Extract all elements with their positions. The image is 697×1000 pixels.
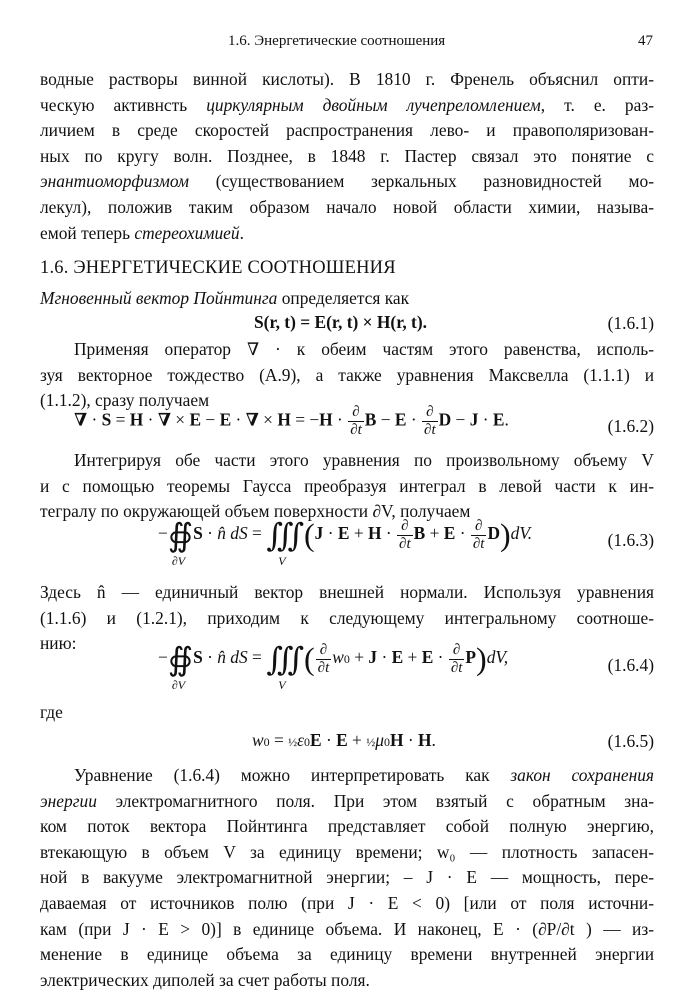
text-line: энантиоморфизмом (существованием зеркальных разновидностей мо- bbox=[40, 171, 654, 192]
text-line: ческую активнсть циркулярным двойным лучепреломлением, т. е. раз- bbox=[40, 94, 654, 115]
text-line: Интегрируя обе части этого уравнения по произвольному объему V bbox=[74, 450, 654, 470]
text-line: емой теперь стереохимией. bbox=[40, 222, 244, 243]
text-line: тегралу по окружающей объем поверхности ∂V, получаем bbox=[40, 501, 471, 522]
equation-number: (1.6.4) bbox=[607, 655, 654, 675]
text-line: кам (при J · E > 0)] в единице объема. И наконец, E · (∂P/∂t ) — из- bbox=[40, 918, 654, 939]
paragraph-4 bbox=[40, 448, 654, 525]
equation-1-6-5: w0 = ½ε0E · E + ½μ0H · H. bbox=[252, 730, 436, 750]
text-line: Применяя оператор ∇ · к обеим частям этого равенства, исполь- bbox=[74, 339, 654, 359]
equation-number: (1.6.3) bbox=[607, 530, 654, 550]
equation-number: (1.6.5) bbox=[607, 731, 654, 751]
text-line: (1.1.2), сразу получаем bbox=[40, 390, 210, 411]
text-line: менение в единице объема за единицу времени внутренней энергии bbox=[40, 944, 654, 965]
text-line: Здесь n̂ — единичный вектор внешней нормали. Используя уравнения bbox=[40, 582, 654, 602]
fraction: $\frac{\partial}{\partial t}$ bbox=[472, 517, 485, 552]
paragraph-3 bbox=[40, 337, 654, 414]
text-line: и с помощью теоремы Гаусса преобразуя интеграл в левой части к ин- bbox=[40, 475, 654, 496]
paragraph-2 bbox=[40, 286, 654, 312]
equation-number: (1.6.2) bbox=[607, 416, 654, 436]
paragraph-6 bbox=[40, 763, 654, 993]
text-line: личием в среде скоростей распространения лево- и правополяризован- bbox=[40, 120, 654, 141]
text-line: зуя векторное тождество (А.9), а также уравнения Максвелла (1.1.1) и bbox=[40, 364, 654, 385]
text-line: ком поток вектора Пойнтинга представляет собой полную энергию, bbox=[40, 816, 654, 837]
text-line: лекул), положив таким образом начало новой области химии, называ- bbox=[40, 196, 654, 217]
equation-1-6-4: −∯ ∂V S · n̂ dS = ∭ V ( $\frac{\partial}{\partial t}$ w0 + J · E + E · $\frac{\partial}{\partial t}$ P)dV, bbox=[158, 640, 509, 692]
page-number: 47 bbox=[638, 33, 653, 49]
equation-1-6-3: −∯ ∂V S · n̂ dS = ∭ V (J · E + H · $\frac{\partial}{\partial t}$ B + E · $\frac{\partial}{\partial t}$ D)dV. bbox=[158, 516, 533, 568]
equation-1-6-1: S(r, t) = E(r, t) × H(r, t). bbox=[254, 312, 427, 332]
equation-number: (1.6.1) bbox=[607, 313, 654, 333]
text-where: где bbox=[40, 702, 63, 722]
fraction: $\frac{\partial}{\partial t}$ bbox=[317, 641, 330, 676]
text-line: энергии электромагнитного поля. При этом взятый с обратным зна- bbox=[40, 790, 654, 811]
fraction: $\frac{\partial}{\partial t}$ bbox=[424, 404, 436, 438]
text-line: водные растворы винной кислоты). В 1810 г. Френель объяснил опти- bbox=[40, 69, 654, 89]
equation-1-6-2: ∇ · S = H · ∇ × E − E · ∇ × H = −H · $\frac{\partial}{\partial t}$ B − E · $\frac{\partial}{\partial t}$ D − J · E. bbox=[74, 404, 509, 438]
text-line: (1.1.6) и (1.2.1), приходим к следующему интегральному соотноше- bbox=[40, 607, 654, 628]
text-line: Мгновенный вектор Пойнтинга определяется как bbox=[40, 288, 410, 308]
fraction: $\frac{\partial}{\partial t}$ bbox=[350, 404, 362, 438]
text-line: электрических диполей за счет работы поля. bbox=[40, 969, 370, 990]
text-line: даваемая от источников полю (при J · E < 0) [или от поля источни- bbox=[40, 892, 654, 913]
text-line: нию: bbox=[40, 633, 77, 654]
fraction: $\frac{\partial}{\partial t}$ bbox=[399, 517, 411, 552]
text-line: втекающую в объем V за единицу времени; w₀ — плотность запасен- bbox=[40, 841, 654, 862]
running-header: 1.6. Энергетические соотношения bbox=[228, 33, 446, 49]
section-title: 1.6. ЭНЕРГЕТИЧЕСКИЕ СООТНОШЕНИЯ bbox=[40, 258, 396, 278]
text-line: Уравнение (1.6.4) можно интерпретировать как закон сохранения bbox=[74, 765, 654, 785]
fraction: $\frac{\partial}{\partial t}$ bbox=[450, 641, 463, 676]
text-line: ных по кругу волн. Позднее, в 1848 г. Пастер связал это понятие с bbox=[40, 145, 654, 166]
text-line: ной в вакууме электромагнитной энергии; – J · E — мощность, пере- bbox=[40, 867, 654, 888]
paragraph-1 bbox=[40, 67, 654, 246]
